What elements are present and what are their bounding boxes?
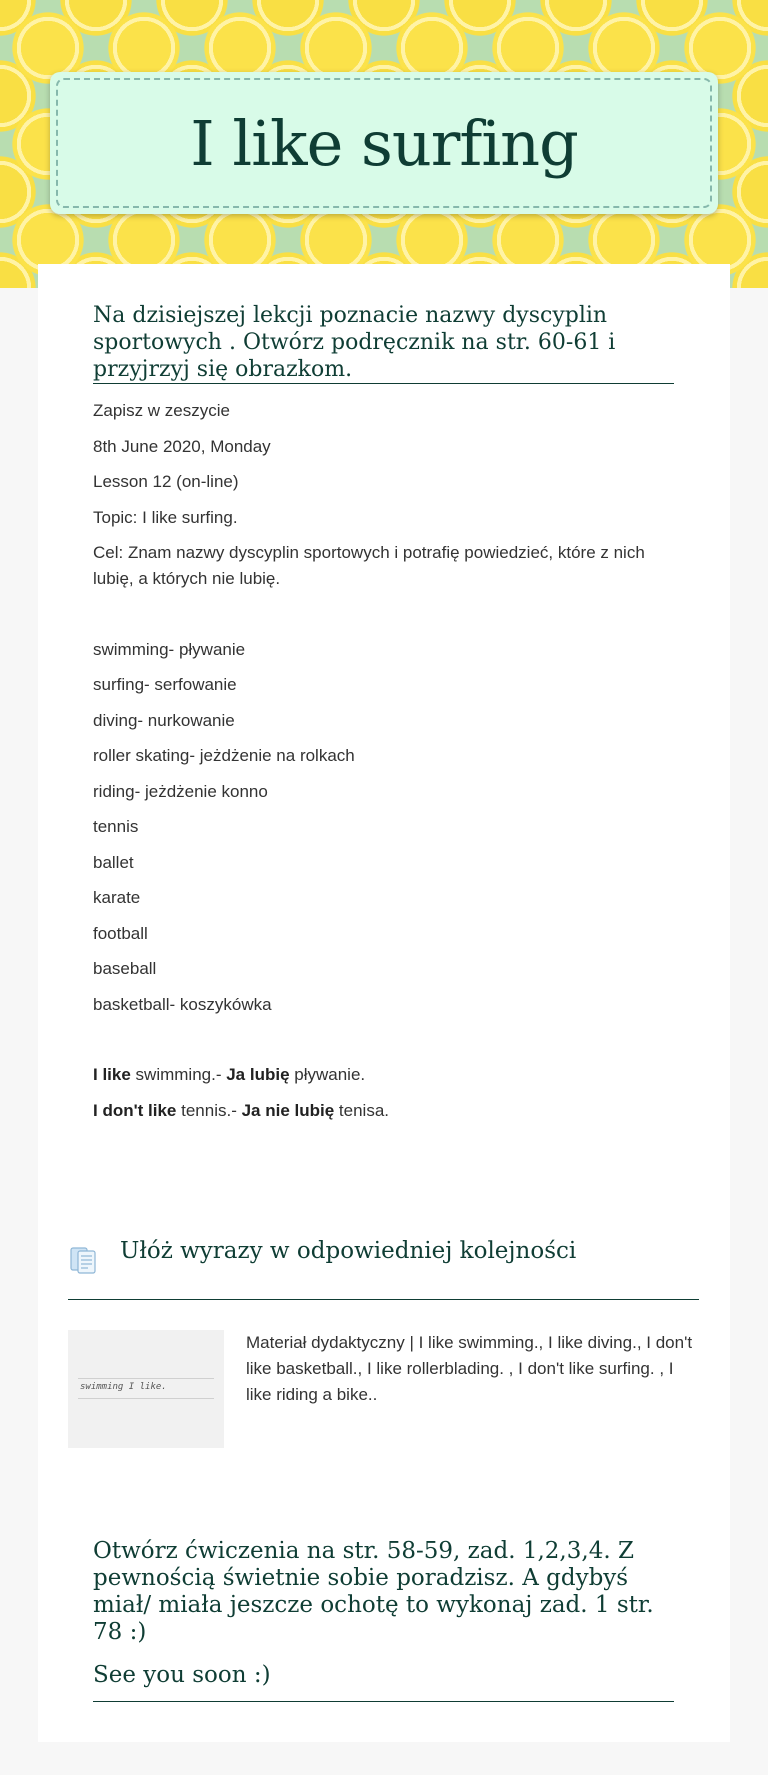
example-bold: Ja lubię xyxy=(226,1065,290,1084)
page-title: I like surfing xyxy=(190,106,578,180)
thumbnail-text: swimming I like. xyxy=(80,1382,167,1392)
vocab-item: baseball xyxy=(93,959,157,978)
example-sentence xyxy=(93,1098,683,1124)
note-line: Cel: Znam nazwy dyscyplin sportowych i potrafię powiedzieć, które z nich lubię, a których nie lubię. xyxy=(93,543,645,588)
thumbnail-line xyxy=(78,1398,214,1399)
vocab-item: football xyxy=(93,923,148,943)
vocab-item: tennis xyxy=(93,817,139,836)
intro-heading: Na dzisiejszej lekcji poznacie nazwy dyscyplin sportowych . Otwórz podręcznik na str. 60-61 i przyjrzyj się obrazkom. xyxy=(93,303,616,382)
exercise-divider xyxy=(68,1299,699,1300)
vocab-item: diving- nurkowanie xyxy=(93,710,235,730)
vocab-item: ballet xyxy=(93,852,134,872)
example-text: pływanie. xyxy=(289,1065,366,1084)
intro-divider xyxy=(93,383,674,384)
exercise-thumbnail[interactable] xyxy=(68,1330,224,1448)
note-line: 8th June 2020, Monday xyxy=(93,436,271,456)
spacer xyxy=(93,602,683,637)
example-bold: I like xyxy=(93,1065,131,1084)
homework-text: Otwórz ćwiczenia na str. 58-59, zad. 1,2,3,4. Z pewnością świetnie sobie poradzisz. A gdybyś miał/ miała jeszcze ochotę to wykonaj zad. 1 str. 78 :) xyxy=(93,1538,654,1645)
example-bold: Ja nie lubię xyxy=(241,1100,335,1120)
example-sentence xyxy=(93,1062,683,1088)
vocab-item: surfing- serfowanie xyxy=(93,675,237,694)
lesson-notes xyxy=(93,398,683,1133)
vocab-item: roller skating- jeżdżenie na rolkach xyxy=(93,746,355,765)
spacer xyxy=(93,1027,683,1062)
example-text: tenisa. xyxy=(334,1100,389,1120)
title-box xyxy=(50,72,718,214)
farewell-text: See you soon :) xyxy=(93,1662,271,1688)
vocab-item: riding- jeżdżenie konno xyxy=(93,781,268,801)
note-line: Topic: I like surfing. xyxy=(93,507,238,527)
vocab-item: basketball- koszykówka xyxy=(93,994,272,1014)
example-bold: I don't like xyxy=(93,1100,177,1120)
document-icon xyxy=(68,1244,100,1276)
exercise-description: Materiał dydaktyczny | I like swimming., I like diving., I don't like basketball., I like rollerblading. , I don't like surfing. , I like riding a bike.. xyxy=(246,1333,693,1404)
content-card xyxy=(38,264,730,1742)
exercise-title[interactable]: Ułóż wyrazy w odpowiedniej kolejności xyxy=(120,1238,577,1264)
note-line: Zapisz w zeszycie xyxy=(93,401,230,420)
thumbnail-line xyxy=(78,1378,214,1379)
title-box-inner xyxy=(56,78,712,208)
vocab-item: karate xyxy=(93,888,141,907)
farewell-divider xyxy=(93,1701,674,1702)
example-text: swimming.- xyxy=(130,1065,227,1084)
example-text: tennis.- xyxy=(176,1100,242,1120)
vocab-item: swimming- pływanie xyxy=(93,639,246,659)
note-line: Lesson 12 (on-line) xyxy=(93,472,239,491)
